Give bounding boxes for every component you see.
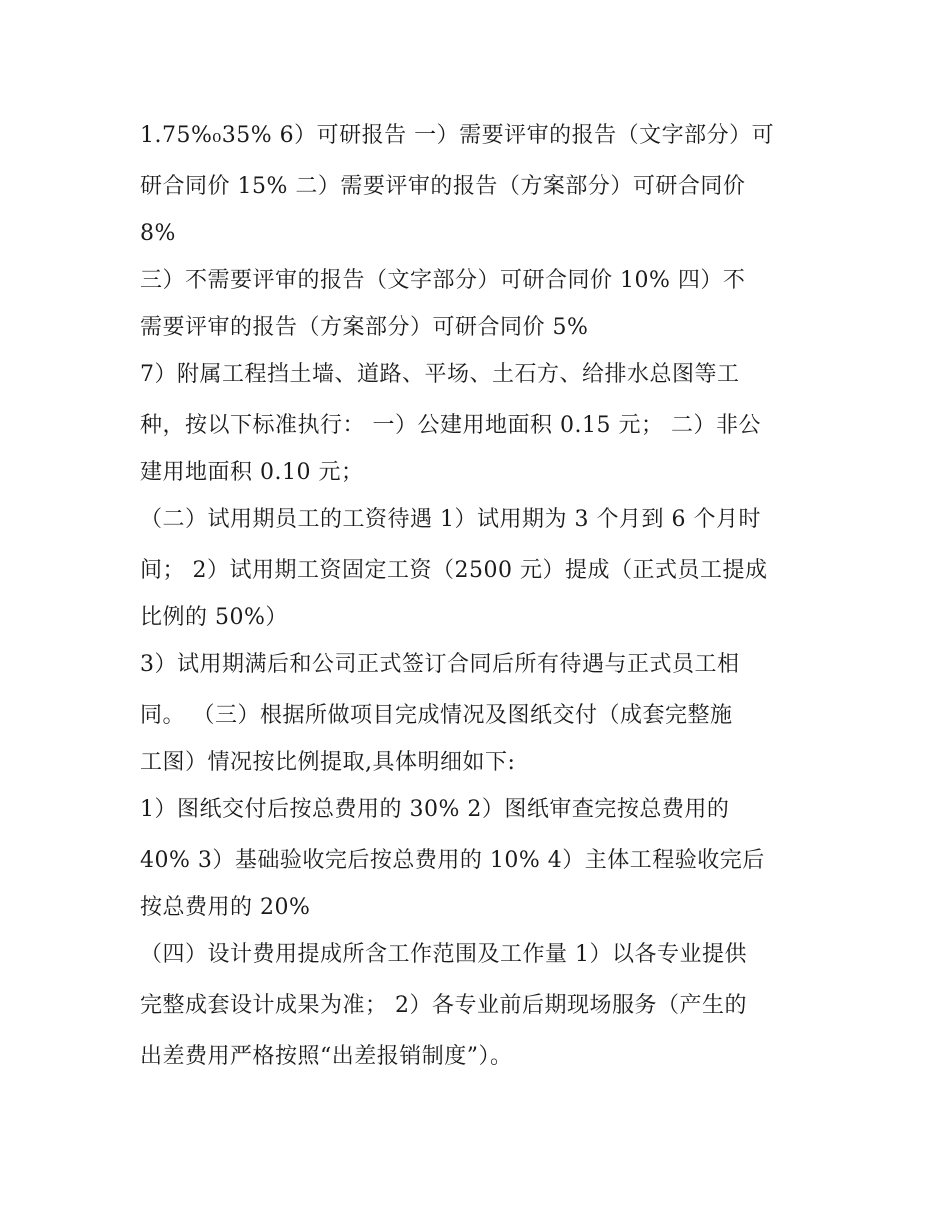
paragraph-feasibility-report [140, 110, 820, 255]
paragraph-after-probation [140, 639, 820, 784]
text-line: 三）不需要评审的报告（文字部分）可研合同价 10% 四）不 [140, 268, 746, 293]
text-line: 工图）情况按比例提取,具体明细如下: [140, 750, 516, 775]
text-line: （四）设计费用提成所含工作范围及工作量 1）以各专业提供 [140, 942, 747, 967]
text-line: 40% 3）基础验收完后按总费用的 10% 4）主体工程验收完后 [140, 848, 765, 873]
text-line: 1.75%₀35% 6）可研报告 一）需要评审的报告（文字部分）可 [140, 123, 775, 148]
text-line: 研合同价 15% 二）需要评审的报告（方案部分）可研合同价 [140, 174, 746, 199]
text-line: 7）附属工程挡土墙、道路、平场、土石方、给排水总图等工 [140, 362, 740, 387]
text-line: 同。 （三）根据所做项目完成情况及图纸交付（成套完整施 [140, 703, 733, 728]
text-line: 出差费用严格按照“出差报销制度”）。 [140, 1044, 513, 1069]
text-line: 建用地面积 0.10 元； [140, 460, 364, 485]
document-body [140, 110, 820, 1082]
text-line: 间； 2）试用期工资固定工资（2500 元）提成（正式员工提成 [140, 558, 768, 583]
text-line: 比例的 50%） [140, 605, 288, 630]
paragraph-probation-salary [140, 494, 820, 639]
text-line: 种，按以下标准执行： 一）公建用地面积 0.15 元； 二）非公 [140, 413, 761, 438]
paragraph-auxiliary-works [140, 349, 820, 494]
text-line: 需要评审的报告（方案部分）可研合同价 5% [140, 315, 589, 340]
text-line: 3）试用期满后和公司正式签订合同后所有待遇与正式员工相 [140, 652, 740, 677]
paragraph-unreviewed-report [140, 255, 820, 349]
text-line: 按总费用的 20% [140, 895, 311, 920]
text-line: 完整成套设计成果为准； 2）各专业前后期现场服务（产生的 [140, 993, 747, 1018]
paragraph-work-scope [140, 929, 820, 1082]
text-line: 1）图纸交付后按总费用的 30% 2）图纸审查完按总费用的 [140, 797, 730, 822]
text-line: 8% [140, 221, 176, 246]
paragraph-payment-schedule [140, 784, 820, 929]
text-line: （二）试用期员工的工资待遇 1）试用期为 3 个月到 6 个月时 [140, 507, 761, 532]
